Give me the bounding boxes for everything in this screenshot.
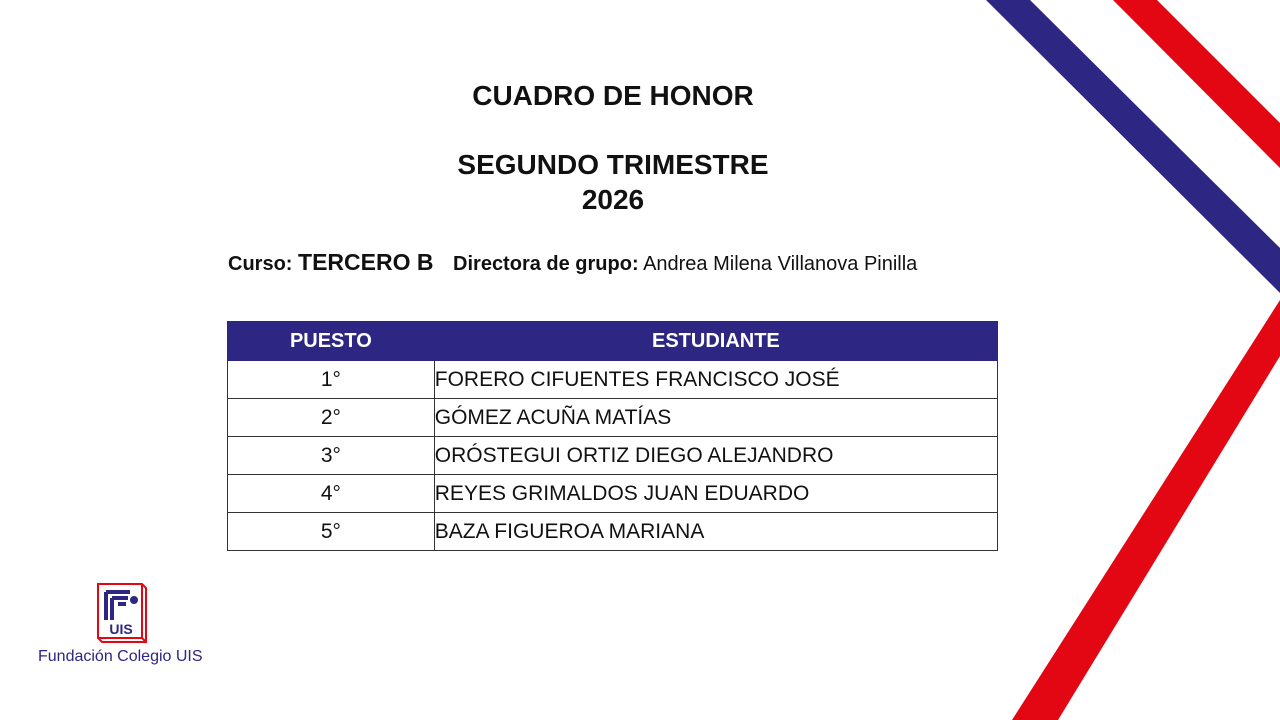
column-header-student: ESTUDIANTE: [434, 322, 997, 361]
position-cell: 1°: [228, 361, 435, 399]
student-cell: BAZA FIGUEROA MARIANA: [434, 513, 997, 551]
student-cell: GÓMEZ ACUÑA MATÍAS: [434, 399, 997, 437]
director-value: Andrea Milena Villanova Pinilla: [643, 253, 918, 275]
logo-mark-text: UIS: [109, 621, 133, 637]
school-logo: [36, 578, 206, 673]
navy-stripe: [986, 0, 1280, 293]
position-cell: 3°: [228, 437, 435, 475]
director-label: Directora de grupo:: [453, 253, 639, 275]
position-cell: 5°: [228, 513, 435, 551]
table-row: [228, 475, 998, 513]
school-name: Fundación Colegio UIS: [38, 648, 203, 665]
table-row: [228, 399, 998, 437]
column-header-position: PUESTO: [228, 322, 435, 361]
table-row: [228, 513, 998, 551]
red-stripe-lower: [1012, 300, 1280, 720]
course-info: [228, 247, 917, 279]
student-cell: ORÓSTEGUI ORTIZ DIEGO ALEJANDRO: [434, 437, 997, 475]
course-value: TERCERO B: [298, 249, 434, 275]
table-header-row: [228, 322, 998, 361]
student-cell: REYES GRIMALDOS JUAN EDUARDO: [434, 475, 997, 513]
page-title: CUADRO DE HONOR: [472, 80, 754, 111]
course-label: Curso:: [228, 253, 293, 275]
position-cell: 2°: [228, 399, 435, 437]
table-row: [228, 361, 998, 399]
position-cell: 4°: [228, 475, 435, 513]
honor-table: [227, 321, 998, 551]
school-book-logo-icon: [92, 580, 150, 646]
year-title: 2026: [581, 184, 645, 215]
table-row: [228, 437, 998, 475]
student-cell: FORERO CIFUENTES FRANCISCO JOSÉ: [434, 361, 997, 399]
term-title: SEGUNDO TRIMESTRE: [457, 149, 769, 180]
